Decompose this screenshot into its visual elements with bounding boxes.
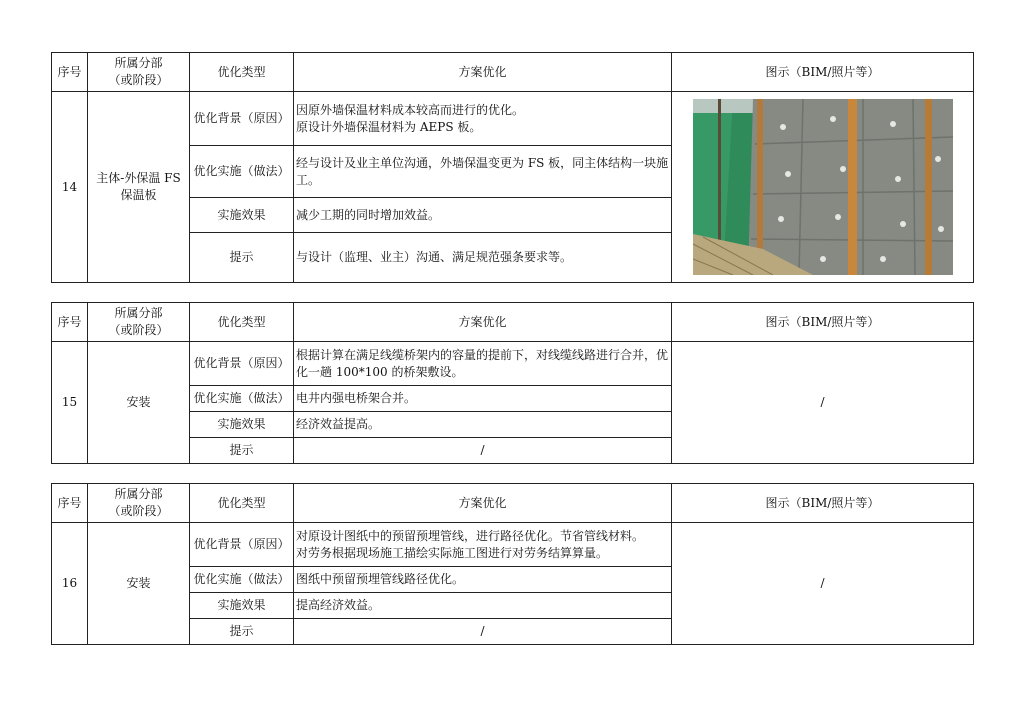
label-implementation: 优化实施（做法） [190,146,294,198]
header-type: 优化类型 [190,484,294,523]
item-no: 15 [52,342,88,464]
figure-cell: / [672,523,974,645]
header-no: 序号 [52,53,88,92]
label-implementation: 优化实施（做法） [190,567,294,593]
row-background [52,92,974,146]
header-type: 优化类型 [190,53,294,92]
label-tip: 提示 [190,438,294,464]
header-no: 序号 [52,303,88,342]
header-dept: 所属分部 （或阶段） [88,484,190,523]
header-figure: 图示（BIM/照片等） [672,484,974,523]
label-background: 优化背景（原因） [190,92,294,146]
optimization-table-15 [51,302,974,464]
background-text: 根据计算在满足线缆桥架内的容量的提前下，对线缆线路进行合并，优化一趟 100*100 的桥架敷设。 [294,342,672,386]
item-dept: 安装 [88,342,190,464]
row-background [52,523,974,567]
header-plan: 方案优化 [294,303,672,342]
item-dept: 主体-外保温 FS 保温板 [88,92,190,283]
implementation-text: 经与设计及业主单位沟通，外墙保温变更为 FS 板，同主体结构一块施工。 [294,146,672,198]
label-effect: 实施效果 [190,593,294,619]
tip-text: / [294,438,672,464]
header-row [52,484,974,523]
effect-text: 减少工期的同时增加效益。 [294,198,672,233]
effect-text: 经济效益提高。 [294,412,672,438]
effect-text: 提高经济效益。 [294,593,672,619]
label-tip: 提示 [190,619,294,645]
header-plan: 方案优化 [294,484,672,523]
header-figure: 图示（BIM/照片等） [672,53,974,92]
tip-text: 与设计（监理、业主）沟通、满足规范强条要求等。 [294,233,672,283]
label-background: 优化背景（原因） [190,523,294,567]
optimization-table-16 [51,483,974,645]
item-dept: 安装 [88,523,190,645]
construction-photo [693,99,953,275]
label-effect: 实施效果 [190,412,294,438]
figure-cell: / [672,342,974,464]
optimization-table-14 [51,52,974,283]
figure-cell [672,92,974,283]
background-text: 因原外墙保温材料成本较高而进行的优化。 原设计外墙保温材料为 AEPS 板。 [294,92,672,146]
item-no: 14 [52,92,88,283]
row-background [52,342,974,386]
label-tip: 提示 [190,233,294,283]
label-background: 优化背景（原因） [190,342,294,386]
background-text: 对原设计图纸中的预留预埋管线，进行路径优化。节省管线材料。 对劳务根据现场施工描绘实际施工图进行对劳务结算算量。 [294,523,672,567]
header-dept: 所属分部 （或阶段） [88,303,190,342]
header-row [52,53,974,92]
label-effect: 实施效果 [190,198,294,233]
label-implementation: 优化实施（做法） [190,386,294,412]
header-figure: 图示（BIM/照片等） [672,303,974,342]
implementation-text: 电井内强电桥架合并。 [294,386,672,412]
header-type: 优化类型 [190,303,294,342]
implementation-text: 图纸中预留预埋管线路径优化。 [294,567,672,593]
header-plan: 方案优化 [294,53,672,92]
item-no: 16 [52,523,88,645]
header-dept: 所属分部 （或阶段） [88,53,190,92]
tip-text: / [294,619,672,645]
header-no: 序号 [52,484,88,523]
header-row [52,303,974,342]
